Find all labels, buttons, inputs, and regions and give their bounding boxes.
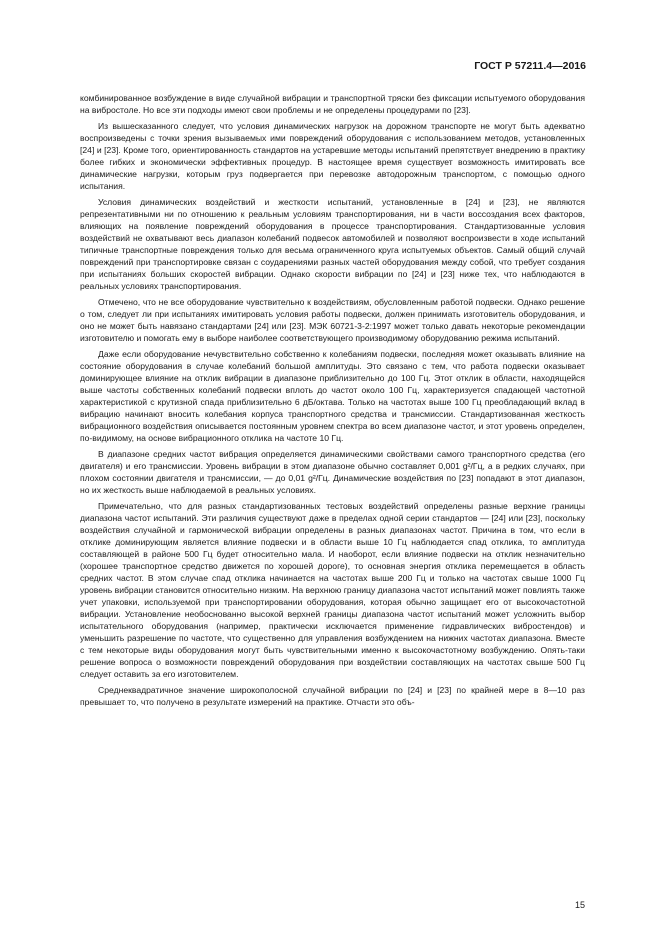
page-number: 15 (574, 900, 585, 910)
paragraph-3: Условия динамических воздействий и жесткости испытаний, установленные в [24] и [23], не являются репрезентативными ни по отношению к реальным условиям транспортирования, ни в части воссоздания всех факторов, влияющих на появление повреждений оборудования в процессе транспортирования. Стандартизованные условия воздействий не охватывают весь диапазон колебаний подвесок автомобилей и позволяют воспроизвести в ходе испытаний типичные транспортные повреждения только для весьма ограниченного круга испытуемых объектов. Самый общий случай повреждений при транспортировке связан с соударениями разных частей оборудования между собой, что требует создания при испытаниях больших скоростей вибрации. Однако скорости вибрации по [24] и [23] ниже тех, что наблюдаются в реальных условиях транспортирования. (80, 197, 585, 291)
paragraph-6: В диапазоне средних частот вибрация определяется динамическими свойствами самого транспортного средства (его двигателя) и его трансмиссии. Уровень вибрации в этом диапазоне обычно составляет 0,001 g²/Гц, а в редких случаях, при плохом состоянии двигателя и трансмиссии, — до 0,01 g²/Гц. Динамические воздействия по [23] попадают в этот диапазон, но их жесткость выше наблюдаемой в реальных условиях. (80, 449, 585, 495)
paragraph-5: Даже если оборудование нечувствительно собственно к колебаниям подвески, последняя может оказывать влияние на состояние оборудования в случае колебаний большой амплитуды. Это связано с тем, что работа подвески оказывает доминирующее влияние на отклик вибрации в диапазоне приблизительно до 100 Гц. Этот отклик в области, находящейся выше частоты собственных колебаний подвески вплоть до частот около 100 Гц, характеризуется спадающей частотной характеристикой с крутизной спада приблизительно 6 дБ/октава. Только на частотах выше 100 Гц преобладающий вклад в вибрацию начинают вносить колебания корпуса транспортного средства и трансмиссии. Стандартизованная жесткость вибрационного воздействия описывается постоянным уровнем спектра во всем диапазоне частот, и этот уровень определен, по-видимому, на основе вибрационного отклика на частоте 10 Гц. (80, 349, 585, 443)
paragraph-7: Примечательно, что для разных стандартизованных тестовых воздействий определены разные верхние границы диапазона частот испытаний. Эти различия существуют даже в пределах одной серии стандартов — [24] или [23], поскольку воздействия случайной и гармонической вибрации определены в разных диапазонах частот. Причина в том, что если в отклике доминирующим является влияние подвески и в области выше 10 Гц наблюдается спад отклика, то амплитуда составляющей в районе 500 Гц будет относительно мала. И наоборот, если влияние подвески на отклик незначительно (хорошее транспортное средство движется по хорошей дороге), то основная энергия отклика перемещается в область средних частот. В этом случае спад отклика начинается на частотах выше 200 Гц и только на частотах свыше 1000 Гц уровень вибрации становится относительно низким. На верхнюю границу диапазона частот испытаний может повлиять также учет упаковки, используемой при транспортировании оборудования, которая обычно защищает его от высокочастотной вибрации. Установление необоснованно высокой верхней границы диапазона частот испытаний может усложнить выбор испытательного оборудования (например, практически исключается применение гидравлических вибростендов) и уменьшить разрешение по частоте, что существенно для управления возбуждением на нижних частотах диапазона. Вместе с тем некоторые виды оборудования могут быть чувствительными именно к высокочастотному возбуждению. Опять-таки решение вопроса о возможности повреждений оборудования при воздействии составляющих на частотах свыше 500 Гц следует оставить за его изготовителем. (80, 501, 585, 679)
paragraph-8: Среднеквадратичное значение широкополосной случайной вибрации по [24] и [23] по крайней мере в 8—10 раз превышает то, что получено в результате измерений на практике. Отчасти это объ- (80, 685, 585, 707)
document-body (80, 92, 585, 712)
document-code-header: ГОСТ Р 57211.4—2016 (474, 60, 586, 72)
paragraph-2: Из вышесказанного следует, что условия динамических нагрузок на дорожном транспорте не могут быть адекватно воспроизведены с точки зрения вызываемых ими повреждений оборудования с использованием методов, установленных [24] и [23]. Кроме того, ориентированность стандартов на устаревшие методы испытаний препятствует внедрению в практику более гибких и экономически эффективных процедур. В настоящее время существует возможность имитировать все динамические нагрузки, которым груз подвергается при перевозке автодорожным транспортом, с помощью одного испытания. (80, 121, 585, 191)
paragraph-4: Отмечено, что не все оборудование чувствительно к воздействиям, обусловленным работой подвески. Однако решение о том, следует ли при испытаниях имитировать условия работы подвески, должен принимать изготовитель оборудования, и оно не может быть навязано стандартами [24] или [23]. МЭК 60721-3-2:1997 может только давать некоторые рекомендации изготовителю и помогать ему в выборе наиболее соответствующего производимому оборудованию режима испытаний. (80, 297, 585, 343)
paragraph-1: комбинированное возбуждение в виде случайной вибрации и транспортной тряски без фиксации испытуемого оборудования на вибростоле. Но все эти подходы имеют свои проблемы и не определены процедурами по [23]. (80, 93, 585, 115)
